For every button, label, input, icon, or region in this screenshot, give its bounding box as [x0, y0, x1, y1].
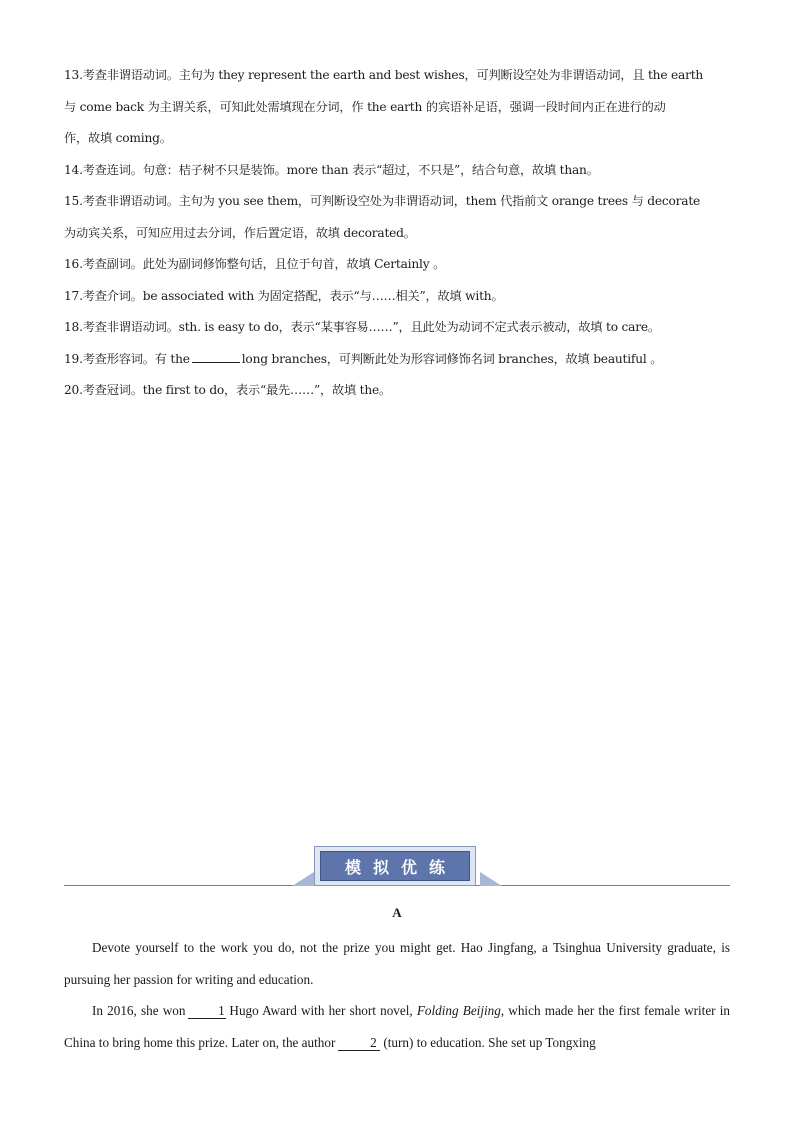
answer-13-line-2: 与 come back 为主谓关系，可知此处需填现在分词，作 the earth 的宾语补足语，强调一段时间内正在进行的动 — [64, 99, 666, 114]
practice-banner — [314, 846, 476, 886]
answer-19-part-a: 19.考查形容词。有 the — [64, 351, 190, 366]
answer-17: 17.考查介词。be associated with 为固定搭配，表示“与……相关”，故填 with。 — [64, 288, 504, 303]
banner-title: 模拟优练 — [320, 851, 470, 881]
answer-15-line-2: 为动宾关系，可知应用过去分词，作后置定语，故填 decorated。 — [64, 225, 416, 240]
blank-2[interactable]: 2 — [338, 1036, 380, 1051]
reading-passage — [64, 932, 730, 1058]
passage-section-label: A — [392, 905, 402, 920]
answer-19-part-b: long branches，可判断此处为形容词修饰名词 branches，故填 beautiful 。 — [241, 351, 663, 366]
passage-p2-part-a: In 2016, she won — [92, 1003, 186, 1018]
banner-right-wing — [480, 872, 502, 886]
answer-20: 20.考查冠词。the first to do，表示“最先……”，故填 the。 — [64, 383, 392, 397]
passage-p2-part-c: , which made her the first female writer in China to bring home this prize. Later on, the author — [64, 1003, 730, 1050]
passage-p2-part-b: Hugo Award with her short novel, — [229, 1003, 413, 1018]
answer-19 — [64, 344, 734, 376]
answer-13-line-1: 13.考查非谓语动词。主句为 they represent the earth and best wishes，可判断设空处为非谓语动词，且 the earth — [64, 68, 704, 82]
answer-14: 14.考查连词。句意：桔子树不只是装饰。more than 表示“超过，不只是”，结合句意，故填 than。 — [64, 162, 599, 177]
answer-16: 16.考查副词。此处为副词修饰整句话，且位于句首，故填 Certainly 。 — [64, 257, 446, 271]
answer-19-blank — [192, 349, 240, 363]
passage-p2-part-d: (turn) to education. She set up Tongxing — [383, 1034, 596, 1050]
banner-left-wing — [292, 872, 314, 886]
answer-13-line-3: 作，故填 coming。 — [64, 131, 172, 145]
answer-18: 18.考查非谓语动词。sth. is easy to do，表示“某事容易……”，且此处为动词不定式表示被动，故填 to care。 — [64, 320, 660, 334]
passage-paragraph-2 — [64, 995, 730, 1058]
book-title: Folding Beijing — [416, 1003, 501, 1018]
answer-explanations — [64, 60, 734, 407]
passage-paragraph-1: Devote yourself to the work you do, not the prize you might get. Hao Jingfang, a Tsinghua University graduate, is pursuing her passion for writing and education. — [64, 940, 730, 987]
blank-1[interactable]: 1 — [188, 1004, 226, 1019]
answer-15-line-1: 15.考查非谓语动词。主句为 you see them，可判断设空处为非谓语动词，them 代指前文 orange trees 与 decorate — [64, 194, 701, 208]
